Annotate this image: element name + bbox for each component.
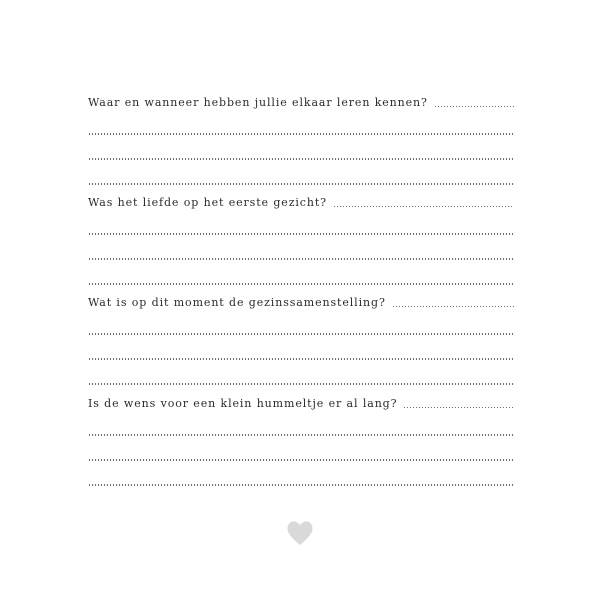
answer-dotted-line xyxy=(88,459,514,461)
answer-dotted-line xyxy=(88,383,514,385)
answer-dotted-line xyxy=(392,306,514,307)
answer-dotted-line xyxy=(88,233,514,235)
question-block xyxy=(88,90,514,185)
question-block xyxy=(88,190,514,285)
question-row xyxy=(88,90,514,110)
answer-dotted-line xyxy=(434,106,514,107)
answer-dotted-line xyxy=(88,333,514,335)
answer-dotted-line xyxy=(88,283,514,285)
question-row xyxy=(88,290,514,310)
question-row xyxy=(88,190,514,210)
answer-dotted-line xyxy=(88,358,514,360)
question-text: Wat is op dit moment de gezinssamenstelling? xyxy=(88,296,386,309)
answer-dotted-line xyxy=(88,484,514,486)
answer-dotted-line xyxy=(403,407,514,408)
answer-dotted-line xyxy=(333,206,514,207)
answer-dotted-line xyxy=(88,133,514,135)
answer-dotted-line xyxy=(88,158,514,160)
question-text: Waar en wanneer hebben jullie elkaar leren kennen? xyxy=(88,96,428,109)
answer-dotted-line xyxy=(88,258,514,260)
question-text: Was het liefde op het eerste gezicht? xyxy=(88,196,327,209)
answer-dotted-line xyxy=(88,434,514,436)
question-block xyxy=(88,290,514,385)
heart-icon xyxy=(285,518,315,548)
answer-dotted-line xyxy=(88,183,514,185)
question-text: Is de wens voor een klein hummeltje er al lang? xyxy=(88,397,398,410)
question-row xyxy=(88,391,514,411)
question-block xyxy=(88,391,514,486)
